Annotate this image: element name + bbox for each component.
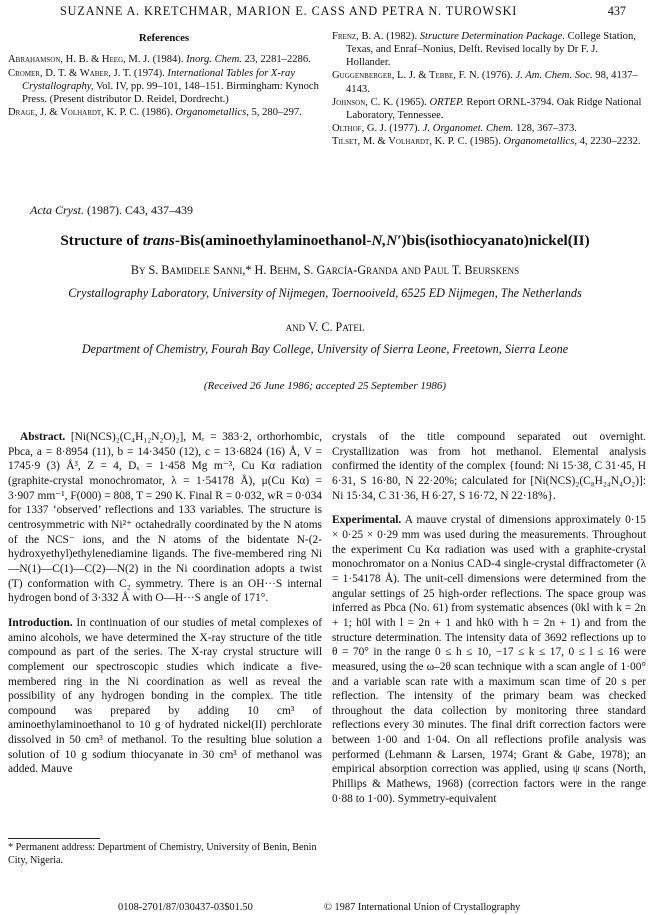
author-list: and V. C. Patel	[285, 320, 365, 334]
copyright: © 1987 International Union of Crystallography	[324, 902, 521, 913]
reference-item: Frenz, B. A. (1982). Structure Determination Package. College Station, Texas, and Enraf–Nonius, Delft. Revised locally by Dr F. J. Hollander.	[332, 31, 636, 69]
article-title: Structure of trans-Bis(aminoethylaminoethanol-N,N′)bis(isothiocyanato)nickel(II)	[60, 232, 590, 249]
running-head	[60, 4, 626, 19]
affiliation: Crystallography Laboratory, University of Nijmegen, Toernooiveld, 6525 ED Nijmegen, The Netherlands	[68, 286, 582, 300]
author-list: By S. Bamidele Sanni,* H. Behm, S. García-Granda and Paul T. Beurskens	[130, 263, 520, 277]
references-right	[332, 30, 644, 148]
reference-item: Abrahamson, H. B. & Heeg, M. J. (1984). Inorg. Chem. 23, 2281–2286.	[8, 54, 311, 66]
reference-item: Cromer, D. T. & Waber, J. T. (1974). International Tables for X-ray Crystallography, Vol. IV, pp. 99–101, 148–151. Birmingham: Kynoch Press. (Present distributor D. Reidel, Dordrecht.)	[8, 67, 319, 105]
reference-item: Guggenberger, L. J. & Tebbe, F. N. (1976). J. Am. Chem. Soc. 98, 4137–4143.	[332, 70, 638, 95]
reference-item: Olthof, G. J. (1977). J. Organomet. Chem. 128, 367–373.	[332, 122, 577, 134]
introduction-label: Introduction.	[8, 616, 73, 629]
affiliation: Department of Chemistry, Fourah Bay College, University of Sierra Leone, Freetown, Sierra Leone	[81, 342, 569, 356]
footnote-rule	[8, 838, 100, 839]
experimental-label: Experimental.	[332, 514, 402, 527]
references-left	[8, 32, 320, 119]
reference-item: Tilset, M. & Volhardt, K. P. C. (1985). Organometallics, 4, 2230–2232.	[332, 136, 641, 147]
reference-item: Drage, J. & Volhardt, K. P. C. (1986). Organometallics, 5, 280–297.	[8, 106, 302, 118]
left-column	[8, 430, 322, 777]
experimental-text: A mauve crystal of dimensions approximately 0·15 × 0·25 × 0·29 mm was used during the measurements. Throughout the experiment Cu Kα radiation was used with a graphite-crystal monochromator on a Nonius CAD-4 single-crystal diffractometer (λ = 1·54178 Å). The unit-cell dimensions were determined from the angular settings of 25 high-order reflections. The space group was inferred as Pbca (No. 61) from systematic absences (0kl with k = 2n + 1; h0l with l = 2n + 1 and hk0 with h = 2n + 1) and from the structure determination. The intensity data of 3692 reflections up to θ = 70° in the range 0 ≤ h ≤ 10, −17 ≤ k ≤ 17, 0 ≤ l ≤ 16 were measured, using the ω–2θ scan technique with a scan angle of 1·00° and a variable scan rate with a maximum scan time of 20 s per reflection. The intensity of the primary beam was checked throughout the data collection by monitoring three standard reflections every 30 minutes. The final drift correction factors were between 1·00 and 1·04. On all reflections profile analysis was performed (Lehmann & Larsen, 1974; Grant & Gabe, 1978); an empirical absorption correction was applied, using ψ scans (North, Phillips & Mathews, 1968) (correction factors were in the range 0·88 to 1·00). Symmetry-equivalent	[332, 514, 646, 805]
right-column	[332, 430, 646, 806]
footnote: * Permanent address: Department of Chemistry, University of Benin, Benin City, Nigeria.	[8, 842, 317, 866]
introduction	[8, 616, 322, 777]
received-dates: (Received 26 June 1986; accepted 25 September 1986)	[203, 380, 447, 392]
abstract-text: [Ni(NCS)₂(C₄H₁₂N₂O)₂], Mᵣ = 383·2, orthorhombic, Pbca, a = 8·8954 (11), b = 14·3450 (12), c = 13·6824 (16) Å, V = 1745·9 (3) Å³, Z = 4, Dₓ = 1·458 Mg m⁻³, Cu Kα radiation (graphite-crystal monochromator, λ = 1·54178 Å), μ(Cu Kα) = 3·907 mm⁻¹, F(000) = 808, T = 290 K. Final R = 0·032, wR = 0·034 for 1337 ‘observed’ reflections and 133 variables. The structure is centrosymmetric with Ni²⁺ octahedrally coordinated by the N atoms of the NCS⁻ ions, and the N atoms of the bidentate N-(2-hydroxyethyl)ethylenediamine ligands. The five-membered ring Ni—N(1)—C(1)—C(2)—N(2) in the Ni coordination adopts a twist (T) conformation with C₂ symmetry. There is an OH···S internal hydrogen bond of 3·332 Å with O—H···S angle of 171°.	[8, 431, 322, 605]
abstract-label: Abstract.	[20, 431, 66, 443]
running-head-authors: SUZANNE A. KRETCHMAR, MARION E. CASS AND PETRA N. TUROWSKI	[60, 4, 518, 18]
references-heading: References	[138, 32, 190, 44]
journal-citation: Acta Cryst. (1987). C43, 437–439	[30, 203, 193, 217]
page-number: 437	[607, 4, 626, 18]
paragraph: crystals of the title compound separated out overnight. Crystallization was from hot methanol. Elemental analysis confirmed the identity of the complex {found: Ni 15·38, C 31·45, H 6·31, S 16·80, N 22·20%; calculated for [Ni(NCS)₂(C₈H₂₄N₄O₂)]: Ni 15·34, C 31·36, H 6·27, S 16·72, N 22·18%}.	[332, 431, 646, 502]
abstract	[8, 430, 322, 606]
introduction-text: In continuation of our studies of metal complexes of amino alcohols, we have determined the X-ray structure of the title compound as part of the series. The X-ray crystal structure will complement our spectroscopic studies which indicate a five-membered ring in the Ni coordination as well as reveal the possibility of any hydrogen bonding in the complex. The title compound was prepared by adding 10 cm³ of aminoethylaminoethanol to 10 g of hydrated nickel(II) perchlorate dissolved in 50 cm³ of methanol. To the resulting blue solution a solution of 10 g sodium thiocyanate in 30 cm³ of methanol was added. Mauve	[8, 616, 322, 776]
experimental	[332, 513, 646, 806]
issn-code: 0108-2701/87/030437-03$01.50	[118, 902, 253, 913]
reference-item: Johnson, C. K. (1965). ORTEP. Report ORNL-3794. Oak Ridge National Laboratory, Tennessee.	[332, 96, 642, 121]
